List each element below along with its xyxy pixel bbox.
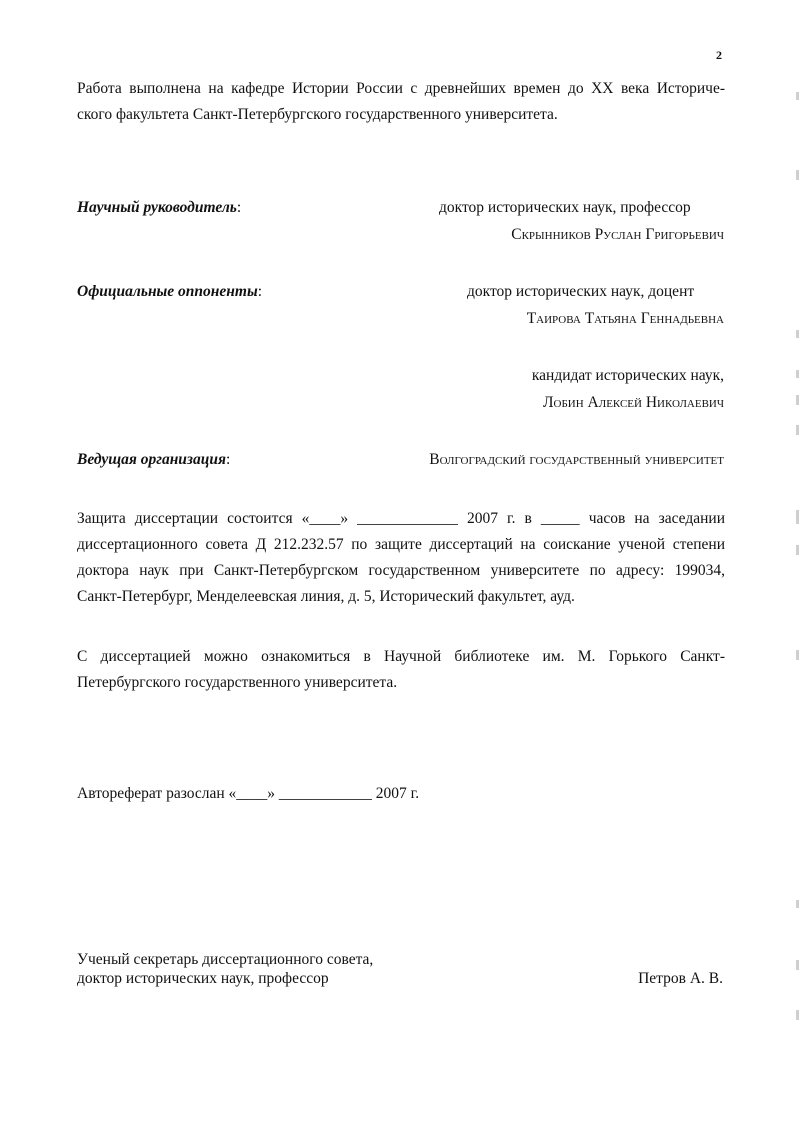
scan-edge-mark [796, 425, 799, 435]
scan-edge-mark [796, 650, 799, 660]
supervisor-label: Научный руководитель: [77, 199, 242, 216]
scan-edge-mark [796, 545, 799, 555]
supervisor-degree: доктор исторических наук, профессор [439, 199, 691, 216]
library-line: С диссертацией можно ознакомиться в Научной библиотеке им. М. Горького Санкт- [77, 648, 725, 665]
secretary-name: Петров А. В. [638, 970, 723, 987]
scan-edge-mark [796, 1010, 799, 1020]
defense-line: доктора наук при Санкт-Петербургском государственном университете по адресу: 199034, [77, 562, 725, 579]
secretary-degree-line: доктор исторических наук, профессор [77, 970, 329, 987]
intro-paragraph [77, 76, 725, 128]
scan-edge-mark [796, 900, 799, 908]
library-paragraph [77, 644, 725, 696]
supervisor-name: Скрынников Руслан Григорьевич [511, 226, 724, 243]
scan-edge-mark [796, 395, 799, 405]
intro-line: ского факультета Санкт-Петербургского государственного университета. [77, 106, 558, 123]
intro-line: Работа выполнена на кафедре Истории России с древнейших времен до XX века Историче- [77, 80, 725, 97]
defense-paragraph [77, 506, 725, 610]
opponents-label: Официальные оппоненты: [77, 283, 263, 300]
defense-line: диссертационного совета Д 212.232.57 по защите диссертаций на соискание ученой степени [77, 536, 725, 553]
library-line: Петербургского государственного университета. [77, 674, 398, 691]
scan-edge-mark [796, 170, 799, 180]
secretary-title-line: Ученый секретарь диссертационного совета, [77, 951, 374, 968]
opponent-1-degree: доктор исторических наук, доцент [467, 283, 695, 300]
scan-edge-mark [796, 370, 799, 378]
mailing-date-line: Автореферат разослан «____» ____________ 2007 г. [77, 785, 420, 802]
opponent-2-degree: кандидат исторических наук, [531, 367, 724, 384]
scan-edge-mark [796, 960, 799, 970]
defense-line: Защита диссертации состоится «____» _____________ 2007 г. в _____ часов на заседании [77, 510, 725, 527]
scan-edge-mark [796, 510, 799, 524]
defense-line: Санкт-Петербург, Менделеевская линия, д. 5, Исторический факультет, ауд. [77, 588, 575, 605]
scan-edge-mark [796, 92, 799, 100]
page-number: 2 [716, 48, 722, 62]
leading-org-label: Ведущая организация: [77, 451, 231, 468]
leading-org-name: Волгоградский государственный университет [429, 451, 724, 468]
opponent-2-name: Лобин Алексей Николаевич [543, 394, 724, 411]
scan-edge-mark [796, 330, 799, 338]
opponent-1-name: Таирова Татьяна Геннадьевна [526, 310, 724, 327]
